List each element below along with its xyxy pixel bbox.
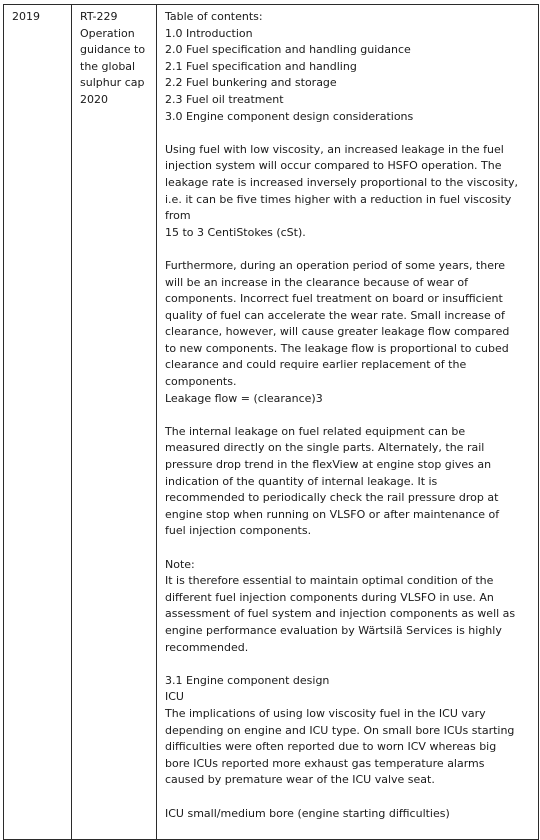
paragraph-line: components.	[165, 375, 237, 389]
paragraph-line: leakage rate is increased inversely proportional to the viscosity,	[165, 175, 518, 189]
paragraph-line: injection system will occur compared to HSFO operation. The	[165, 159, 502, 173]
document-table	[3, 4, 539, 840]
table-of-contents	[165, 9, 533, 125]
reference-line: Operation	[80, 26, 135, 40]
toc-item: 2.0 Fuel specification and handling guidance	[165, 43, 411, 57]
paragraph-line: recommended to periodically check the rail pressure drop at	[165, 491, 499, 505]
paragraph-line: different fuel injection components during VLSFO in use. An	[165, 590, 494, 604]
toc-item: 3.0 Engine component design considerations	[165, 109, 414, 123]
viscosity-paragraph	[165, 142, 533, 242]
content-cell	[157, 5, 539, 840]
subsection-heading: ICU	[165, 690, 184, 704]
clearance-paragraph	[165, 258, 533, 407]
reference-line: RT-229	[80, 10, 118, 23]
formula-line: Leakage flow = (clearance)3	[165, 391, 323, 405]
paragraph-line: recommended.	[165, 640, 249, 654]
internal-leakage-paragraph	[165, 424, 533, 540]
paragraph-line: i.e. it can be five times higher with a reduction in fuel viscosity	[165, 192, 512, 206]
paragraph-line: clearance, however, will cause greater leakage flow compared	[165, 325, 510, 339]
paragraph-line: assessment of fuel system and injection components as well as	[165, 607, 516, 621]
paragraph-line: The implications of using low viscosity fuel in the ICU vary	[165, 706, 486, 720]
paragraph-line: Using fuel with low viscosity, an increased leakage in the fuel	[165, 142, 504, 156]
paragraph-line: to new components. The leakage flow is proportional to cubed	[165, 341, 509, 355]
reference-line: guidance to	[80, 43, 146, 57]
reference-line: 2020	[80, 92, 108, 106]
paragraph-line: from	[165, 209, 191, 223]
toc-item: 1.0 Introduction	[165, 26, 253, 40]
reference-line: sulphur cap	[80, 76, 145, 90]
paragraph-line: depending on engine and ICU type. On small bore ICUs starting	[165, 723, 515, 737]
paragraph-line: will be an increase in the clearance because of wear of	[165, 275, 468, 289]
icu-paragraph	[165, 673, 533, 789]
paragraph-line: It is therefore essential to maintain optimal condition of the	[165, 574, 494, 588]
table-row	[4, 5, 539, 840]
paragraph-line: Furthermore, during an operation period of some years, there	[165, 258, 506, 272]
note-paragraph	[165, 557, 533, 657]
year-text: 2019	[12, 10, 40, 23]
paragraph-line: pressure drop trend in the flexView at engine stop gives an	[165, 458, 492, 472]
paragraph-line: components. Incorrect fuel treatment on board or insufficient	[165, 292, 503, 306]
toc-item: 2.2 Fuel bunkering and storage	[165, 76, 337, 90]
paragraph-line: engine performance evaluation by Wärtsilä Services is highly	[165, 623, 502, 637]
paragraph-line: bore ICUs reported more exhaust gas temperature alarms	[165, 756, 485, 770]
paragraph-line: clearance and could require earlier replacement of the	[165, 358, 467, 372]
paragraph-line: indication of the quantity of internal leakage. It is	[165, 474, 438, 488]
reference-cell	[72, 5, 157, 840]
paragraph-line: 15 to 3 CentiStokes (cSt).	[165, 225, 306, 239]
paragraph-line: caused by premature wear of the ICU valve seat.	[165, 773, 435, 787]
toc-heading: Table of contents:	[165, 10, 263, 23]
subsection-heading: ICU small/medium bore (engine starting difficulties)	[165, 806, 450, 820]
paragraph-line: difficulties were often reported due to worn ICV whereas big	[165, 740, 497, 754]
paragraph-line: measured directly on the single parts. Alternately, the rail	[165, 441, 485, 455]
paragraph-line: fuel injection components.	[165, 524, 312, 538]
year-cell	[4, 5, 72, 840]
note-heading: Note:	[165, 557, 195, 571]
toc-item: 2.1 Fuel specification and handling	[165, 59, 357, 73]
paragraph-line: The internal leakage on fuel related equipment can be	[165, 424, 466, 438]
toc-item: 2.3 Fuel oil treatment	[165, 92, 284, 106]
paragraph-line: engine stop when running on VLSFO or after maintenance of	[165, 507, 500, 521]
reference-line: the global	[80, 59, 136, 73]
section-heading: 3.1 Engine component design	[165, 673, 330, 687]
paragraph-line: quality of fuel can accelerate the wear rate. Small increase of	[165, 308, 505, 322]
